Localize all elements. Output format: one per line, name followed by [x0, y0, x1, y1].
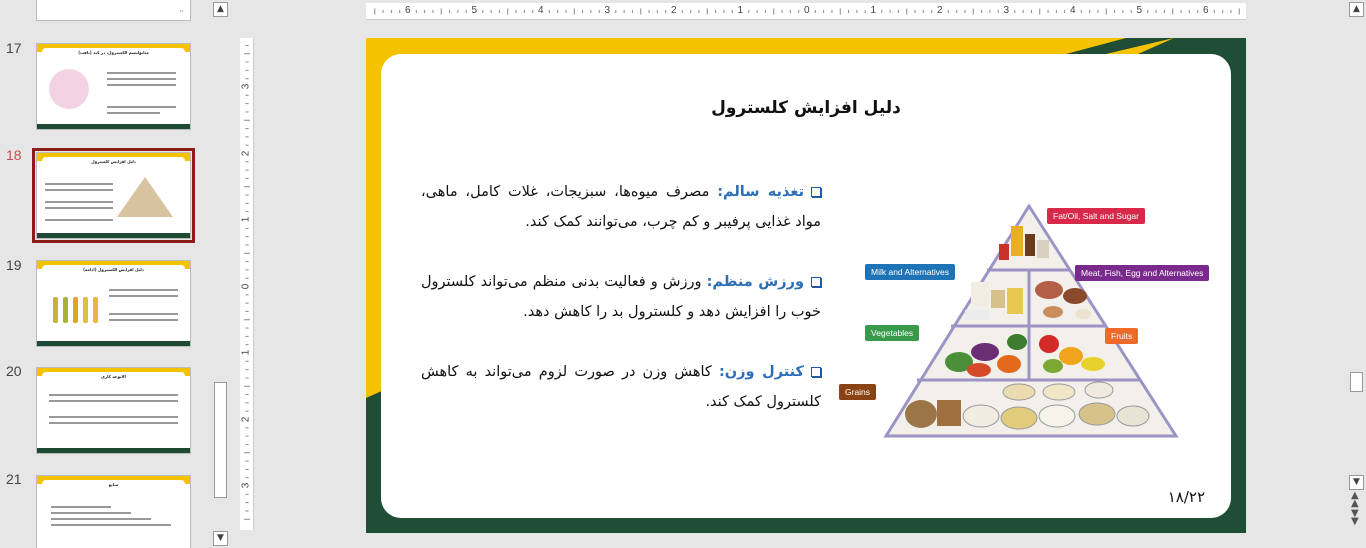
ruler-tick-label: 5	[1136, 5, 1143, 16]
scroll-up-arrow-icon[interactable]: ▲	[1349, 2, 1364, 17]
slide-number-17: 17	[6, 40, 22, 56]
scrollbar-thumb[interactable]	[1350, 372, 1363, 392]
pyramid-label-grains: Grains	[839, 384, 876, 400]
ruler-tick-label: 6	[1203, 5, 1209, 16]
slide-title[interactable]: دلیل افزایش کلسترول	[711, 98, 901, 118]
slide-thumbnail-pane	[0, 0, 211, 548]
slide-number-21: 21	[6, 471, 22, 487]
ruler-tick-label: 6	[405, 5, 411, 16]
ruler-tick-label: 5	[471, 5, 478, 16]
bullet-text: مصرف میوه‌ها، سبزیجات، غلات کامل، ماهی، مواد غذایی پرفیبر و کم چرب، می‌توانند کمک کند.	[421, 184, 821, 230]
pyramid-label-milk: Milk and Alternatives	[865, 264, 955, 280]
ruler-tick-label: 2	[937, 5, 943, 16]
thumbnail-title: الانوعه کاری	[101, 374, 126, 379]
slide-number-19: 19	[6, 257, 22, 273]
ruler-tick-label: 1	[240, 216, 252, 223]
scroll-down-arrow-icon[interactable]: ▼	[1349, 475, 1364, 490]
thumbnail-title: منابع	[108, 482, 119, 487]
ruler-tick-label: 1	[870, 5, 877, 16]
thumbnail-scrollbar[interactable]	[211, 0, 230, 548]
slide-page-number: ۱۸/۲۲	[1167, 488, 1205, 506]
pyramid-label-vegetables: Vegetables	[865, 325, 919, 341]
next-slide-icon[interactable]: ▼ ▼	[1351, 508, 1359, 527]
slide-scrollbar[interactable]	[1347, 0, 1366, 548]
bullet-keyword: تغذیه سالم:	[717, 184, 805, 200]
previous-slide-icon[interactable]: ▲ ▲	[1351, 490, 1359, 509]
ruler-tick-label: 2	[671, 5, 677, 16]
pyramid-label-fruits: Fruits	[1105, 328, 1138, 344]
scroll-up-arrow-icon[interactable]: ▲	[213, 2, 228, 17]
ruler-tick-label: 3	[240, 83, 252, 90]
ruler-tick-label: 3	[604, 5, 611, 16]
slide-body-text[interactable]	[421, 177, 821, 447]
slide-content-card	[381, 54, 1231, 518]
ruler-tick-label: 0	[804, 5, 810, 16]
square-bullet-icon	[811, 277, 821, 287]
slide-thumbnail-21[interactable]	[36, 475, 191, 548]
slide-thumbnail-20[interactable]	[36, 367, 191, 454]
thumbnail-title: متابولیسم الکسترول، در کبد (بافت)	[78, 50, 149, 55]
ruler-tick-label: 3	[240, 482, 252, 489]
slide-canvas[interactable]	[366, 38, 1246, 533]
bullet-text: کاهش وزن در صورت لزوم می‌تواند به کاهش کلسترول کمک کند.	[421, 364, 821, 410]
bullet-keyword: ورزش منظم:	[706, 274, 804, 290]
pyramid-label-fat: Fat/Oil, Salt and Sugar	[1047, 208, 1145, 224]
food-pyramid-drawing	[839, 204, 1219, 444]
ruler-tick-label: 1	[240, 349, 252, 356]
ruler-tick-label: 0	[240, 283, 252, 289]
thumbnail-title: دلیل افزایش کلسترول	[91, 159, 136, 164]
vertical-ruler	[240, 38, 254, 530]
square-bullet-icon	[811, 367, 821, 377]
slide-thumbnail-19[interactable]	[36, 260, 191, 347]
bullet-healthy-eating	[421, 177, 821, 237]
horizontal-ruler	[366, 3, 1246, 20]
ruler-tick-label: 4	[1070, 5, 1076, 16]
ruler-tick-label: 2	[240, 416, 252, 422]
ruler-tick-label: 4	[538, 5, 544, 16]
slide-number-20: 20	[6, 363, 22, 379]
ruler-tick-label: 1	[737, 5, 744, 16]
ruler-tick-label: 2	[240, 150, 252, 156]
pyramid-label-meat: Meat, Fish, Egg and Alternatives	[1075, 265, 1209, 281]
scroll-down-arrow-icon[interactable]: ▼	[213, 531, 228, 546]
slide-thumbnail-16[interactable]: ۱۶	[36, 0, 191, 21]
food-pyramid-image[interactable]	[839, 204, 1219, 444]
bullet-text: ورزش و فعالیت بدنی منظم می‌تواند کلسترول خوب را افزایش دهد و کلسترول بد را کاهش دهد.	[421, 274, 821, 320]
bullet-keyword: کنترل وزن:	[718, 364, 804, 380]
slide-thumbnail-17[interactable]	[36, 43, 191, 130]
slide-number-18: 18	[6, 147, 22, 163]
thumbnail-title: دلیل افزایش الکسترول (ادامه)	[83, 267, 144, 272]
bullet-weight-control	[421, 357, 821, 417]
square-bullet-icon	[811, 187, 821, 197]
scrollbar-thumb[interactable]	[214, 382, 227, 498]
ruler-tick-label: 3	[1003, 5, 1010, 16]
slide-thumbnail-18[interactable]	[36, 152, 191, 239]
bullet-exercise	[421, 267, 821, 327]
